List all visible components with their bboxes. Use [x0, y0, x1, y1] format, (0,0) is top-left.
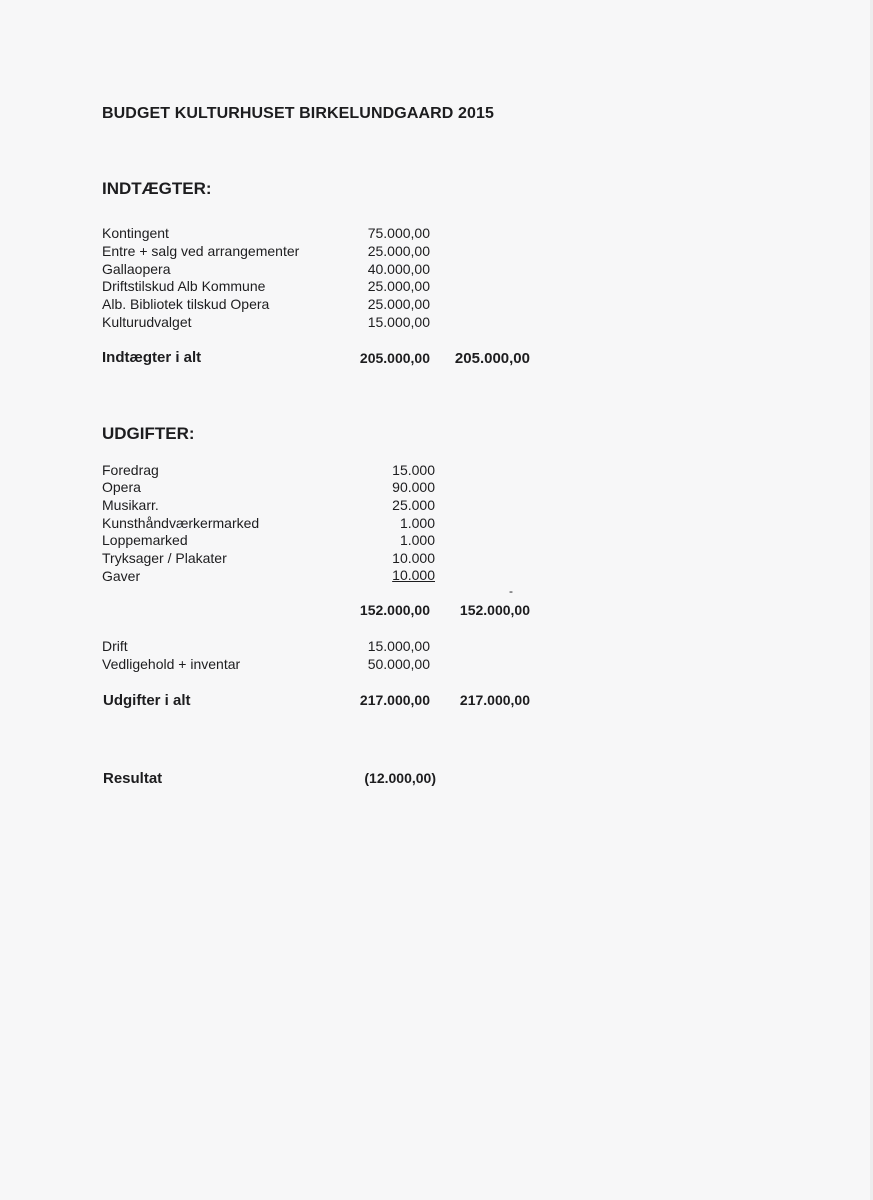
expenses-heading: UDGIFTER:	[102, 424, 195, 443]
expenses-total-amount: 217.000,00	[359, 692, 430, 708]
result-amount: (12.000,00)	[364, 770, 436, 786]
income-item-label: Entre + salg ved arrangementer	[102, 243, 300, 259]
income-item-amount: 15.000,00	[367, 314, 430, 330]
income-total-amount-2: 205.000,00	[454, 350, 530, 367]
expense-other-label: Vedligehold + inventar	[102, 656, 241, 672]
expense-other-label: Drift	[102, 638, 128, 654]
expense-item-amount: 25.000	[392, 497, 435, 513]
expense-item-amount: 1.000	[399, 532, 435, 548]
expenses-total-label: Udgifter i alt	[103, 692, 191, 709]
expenses-subtotal-amount: 152.000,00	[359, 602, 430, 618]
income-item-amount: 25.000,00	[367, 296, 430, 312]
income-item-label: Gallaopera	[102, 261, 171, 277]
expenses-subtotal-amount-2: 152.000,00	[459, 602, 530, 618]
income-item-amount: 40.000,00	[367, 261, 430, 277]
income-item-amount: 25.000,00	[367, 243, 430, 259]
income-total-amount: 205.000,00	[359, 350, 430, 366]
expense-item-label: Musikarr.	[102, 497, 159, 513]
expense-item-label: Kunsthåndværkermarked	[102, 515, 260, 531]
income-item-amount: 25.000,00	[367, 278, 430, 294]
expenses-total-amount-2: 217.000,00	[459, 692, 530, 708]
expense-item-amount: 90.000	[392, 479, 435, 495]
income-total-label: Indtægter i alt	[102, 349, 202, 366]
expense-other-amount: 50.000,00	[367, 656, 430, 672]
expense-item-amount: 15.000	[392, 462, 435, 478]
expense-item-label: Tryksager / Plakater	[102, 550, 227, 566]
income-item-label: Kontingent	[102, 225, 169, 241]
expense-item-amount: 10.000	[392, 550, 435, 566]
expense-item-label: Gaver	[102, 568, 141, 584]
income-item-amount: 75.000,00	[367, 225, 430, 241]
expense-item-label: Foredrag	[102, 462, 159, 478]
document-title: BUDGET KULTURHUSET BIRKELUNDGAARD 2015	[102, 105, 494, 122]
income-item-label: Driftstilskud Alb Kommune	[102, 278, 266, 294]
income-heading: INDTÆGTER:	[102, 179, 212, 198]
expense-item-label: Opera	[102, 479, 141, 495]
expense-item-label: Loppemarked	[102, 532, 188, 548]
dash-mark: -	[509, 584, 513, 598]
expense-other-amount: 15.000,00	[367, 638, 430, 654]
result-label: Resultat	[103, 770, 163, 787]
expense-item-amount: 1.000	[399, 515, 435, 531]
expense-item-amount: 10.000	[392, 567, 435, 583]
income-item-label: Alb. Bibliotek tilskud Opera	[102, 296, 270, 312]
income-item-label: Kulturudvalget	[102, 314, 192, 330]
